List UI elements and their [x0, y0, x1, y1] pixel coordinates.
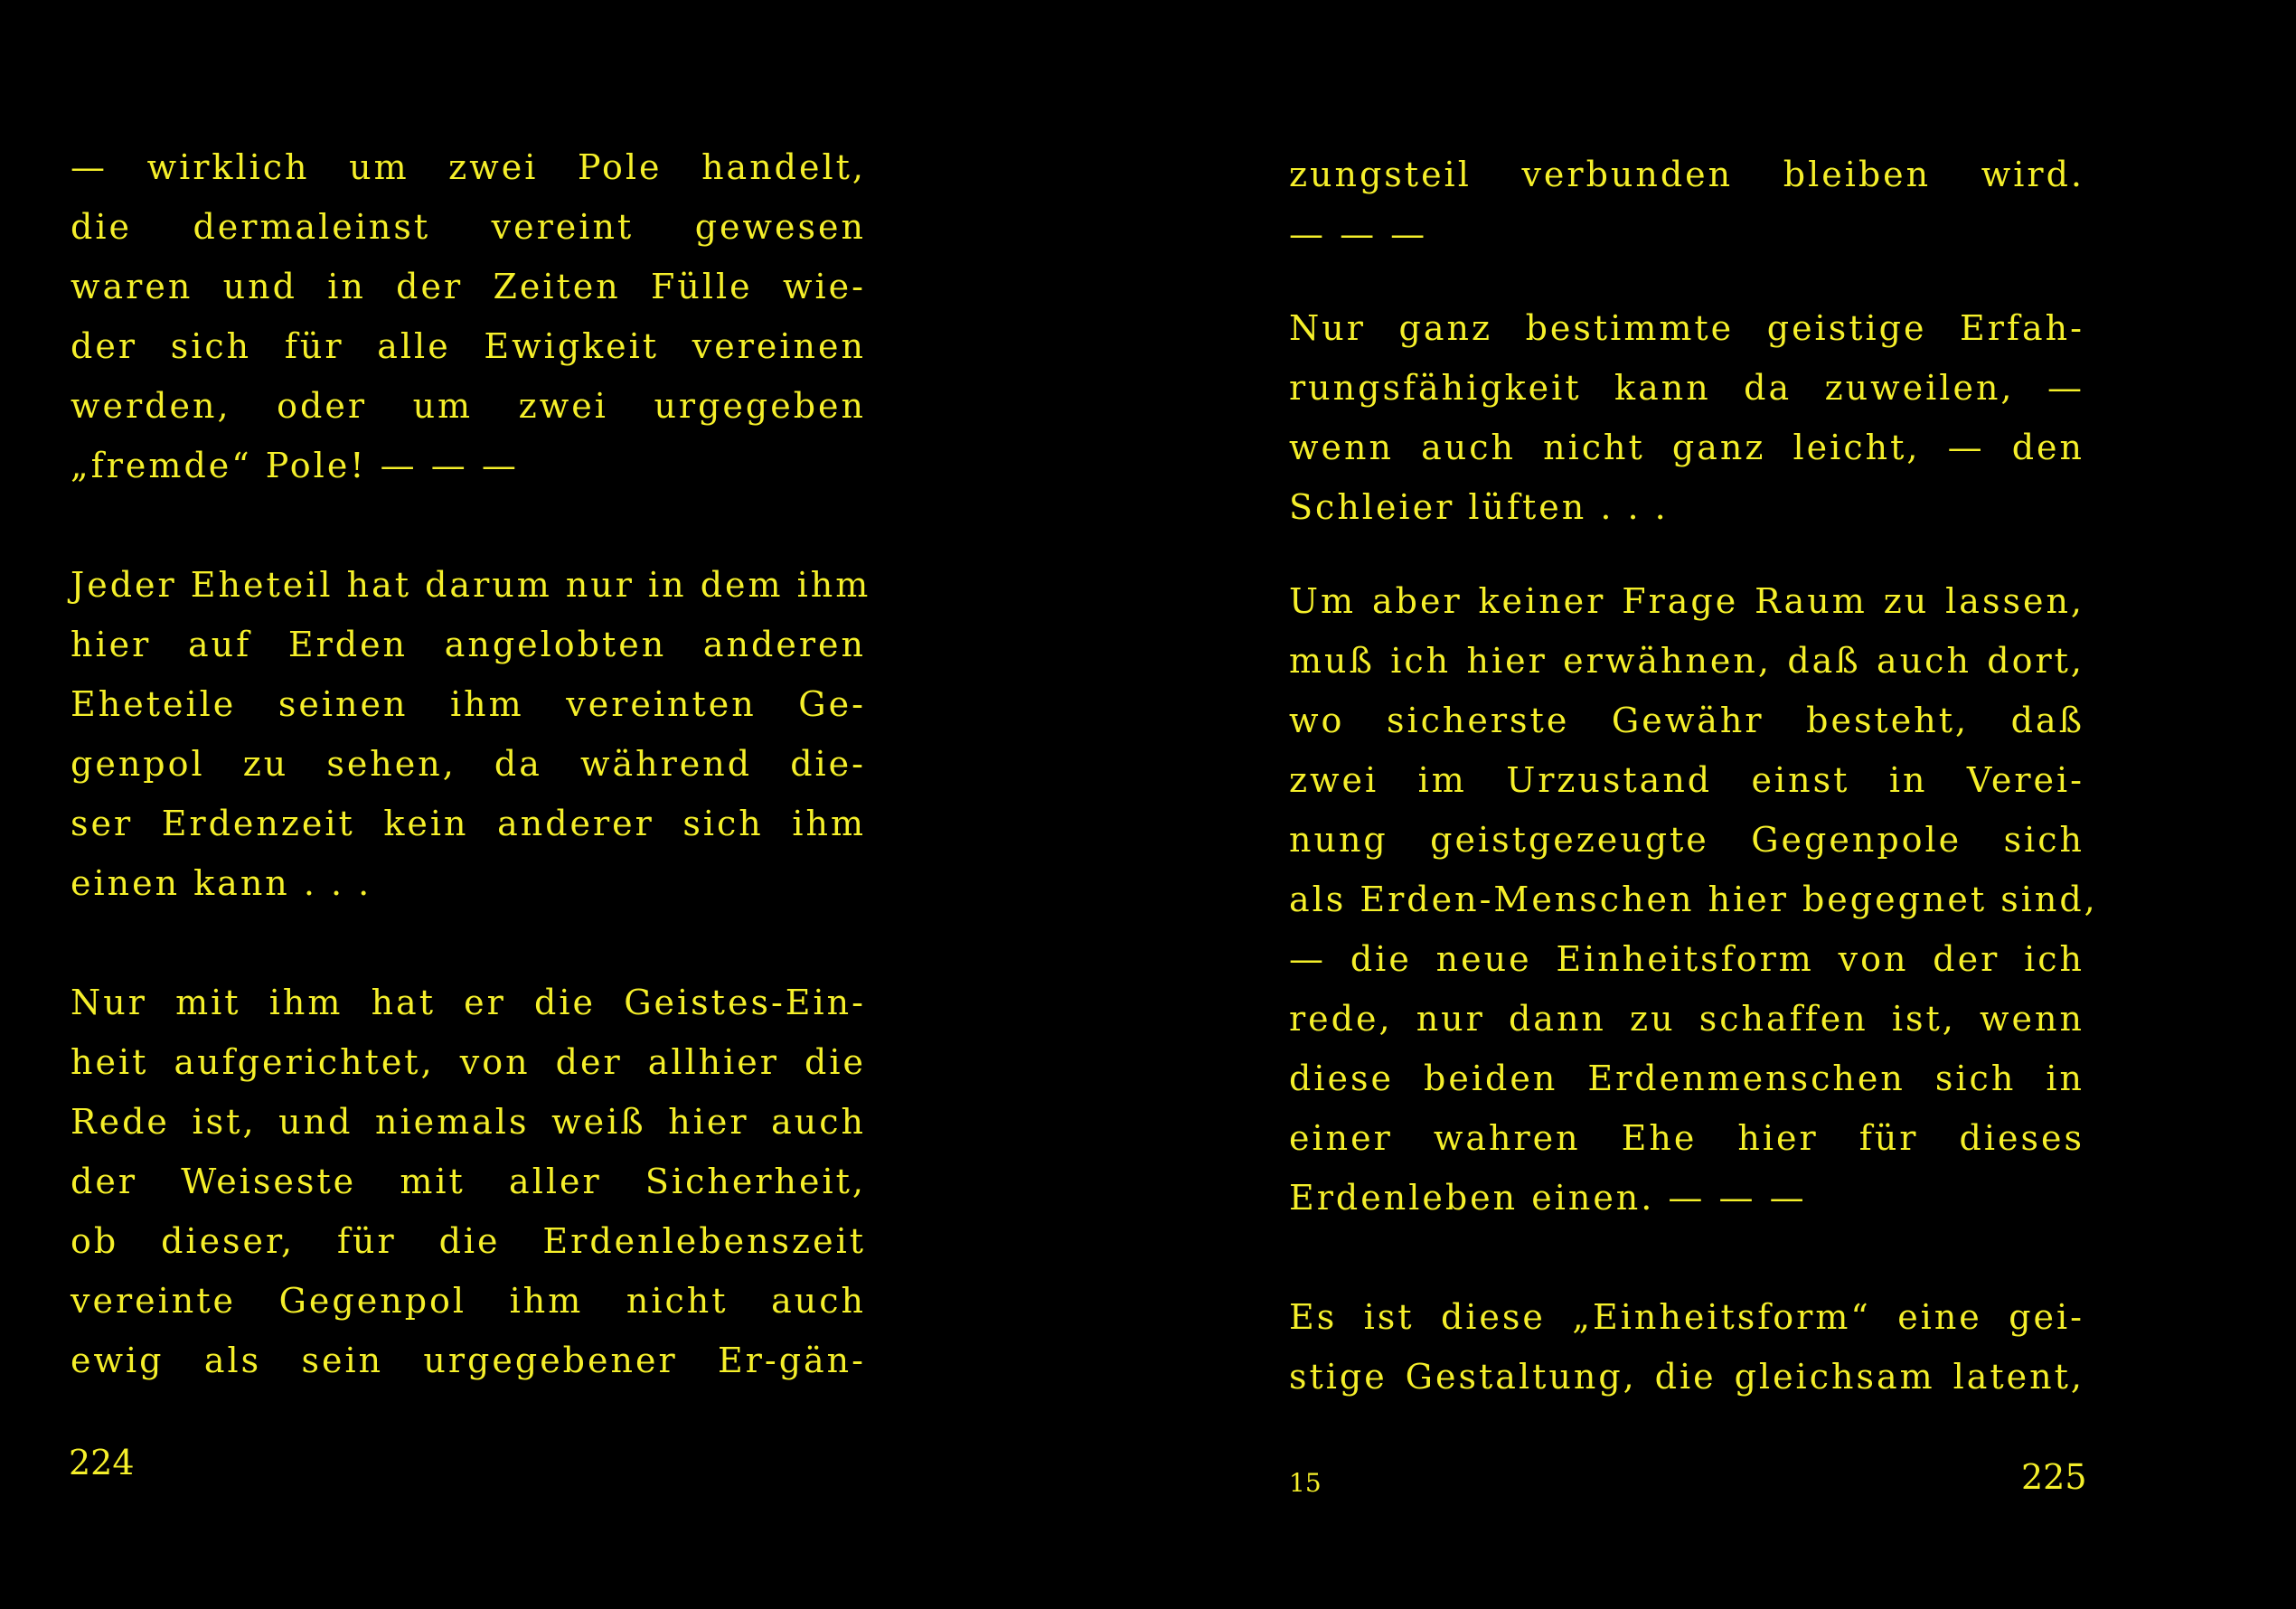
text-line: wenn auch nicht ganz leicht, — den [1289, 428, 2084, 467]
paragraph [1289, 145, 2084, 264]
text-line: der Weiseste mit aller Sicherheit, [71, 1162, 866, 1201]
text-line: — — — [1289, 214, 1428, 254]
text-line: Um aber keiner Frage Raum zu lassen, [1289, 581, 2084, 621]
text-line: genpol zu sehen, da während die- [71, 744, 866, 784]
paragraph [71, 973, 866, 1390]
paragraph [1289, 298, 2084, 537]
page-number: 225 [2021, 1457, 2087, 1497]
text-line: Nur ganz bestimmte geistige Erfah- [1289, 308, 2084, 348]
text-line: einen kann . . . [71, 863, 372, 903]
paragraph-gap [1289, 537, 2084, 571]
text-line: „fremde“ Pole! — — — [71, 446, 519, 485]
paragraph [1289, 1287, 2084, 1407]
text-line: nung geistgezeugte Gegenpole sich [1289, 820, 2084, 860]
paragraph-gap [71, 913, 866, 973]
text-line: — die neue Einheitsform von der ich [1289, 939, 2084, 979]
text-line: werden, oder um zwei urgegeben [71, 386, 866, 426]
text-line: rede, nur dann zu schaffen ist, wenn [1289, 999, 2084, 1039]
text-line: Es ist diese „Einheitsform“ eine gei- [1289, 1297, 2084, 1337]
text-line: Nur mit ihm hat er die Geistes-Ein- [71, 983, 866, 1022]
text-line: Schleier lüften . . . [1289, 487, 1669, 527]
page-number: 224 [69, 1443, 135, 1482]
text-line: Rede ist, und niemals weiß hier auch [71, 1102, 866, 1142]
text-line: stige Gestaltung, die gleichsam latent, [1289, 1357, 2084, 1397]
paragraph-gap [1289, 1228, 2084, 1287]
text-line: einer wahren Ehe hier für dieses [1289, 1118, 2084, 1158]
text-line: diese beiden Erdenmenschen sich in [1289, 1059, 2084, 1098]
paragraph [1289, 571, 2098, 1228]
paragraph [71, 137, 866, 495]
text-line: wo sicherste Gewähr besteht, daß [1289, 701, 2084, 740]
text-line: zungsteil verbunden bleiben wird. [1289, 155, 2084, 194]
left-page-text [71, 137, 871, 1390]
text-line: Eheteile seinen ihm vereinten Ge- [71, 684, 866, 724]
text-line: hier auf Erden angelobten anderen [71, 625, 866, 664]
text-line: waren und in der Zeiten Fülle wie- [71, 267, 866, 306]
text-line: zwei im Urzustand einst in Verei- [1289, 760, 2084, 800]
text-line: ewig als sein urgegebener Er-gän- [71, 1341, 866, 1380]
text-line: die dermaleinst vereint gewesen [71, 207, 866, 247]
paragraph-gap [1289, 264, 2084, 298]
right-page-text [1289, 145, 2098, 1407]
right-page [1148, 0, 2296, 1609]
signature-mark: 15 [1289, 1468, 1322, 1498]
text-line: Jeder Eheteil hat darum nur in dem ihm [71, 565, 871, 605]
text-line: muß ich hier erwähnen, daß auch dort, [1289, 641, 2084, 681]
text-line: der sich für alle Ewigkeit vereinen [71, 326, 866, 366]
text-line: als Erden-Menschen hier begegnet sind, [1289, 880, 2098, 919]
text-line: ser Erdenzeit kein anderer sich ihm [71, 804, 866, 843]
text-line: heit aufgerichtet, von der allhier die [71, 1042, 866, 1082]
text-line: vereinte Gegenpol ihm nicht auch [71, 1281, 866, 1321]
paragraph-gap [71, 495, 866, 555]
text-line: — wirklich um zwei Pole handelt, [71, 147, 866, 187]
text-line: Erdenleben einen. — — — [1289, 1178, 1807, 1218]
paragraph [71, 555, 871, 913]
text-line: rungsfähigkeit kann da zuweilen, — [1289, 368, 2084, 408]
text-line: ob dieser, für die Erdenlebenszeit [71, 1221, 866, 1261]
